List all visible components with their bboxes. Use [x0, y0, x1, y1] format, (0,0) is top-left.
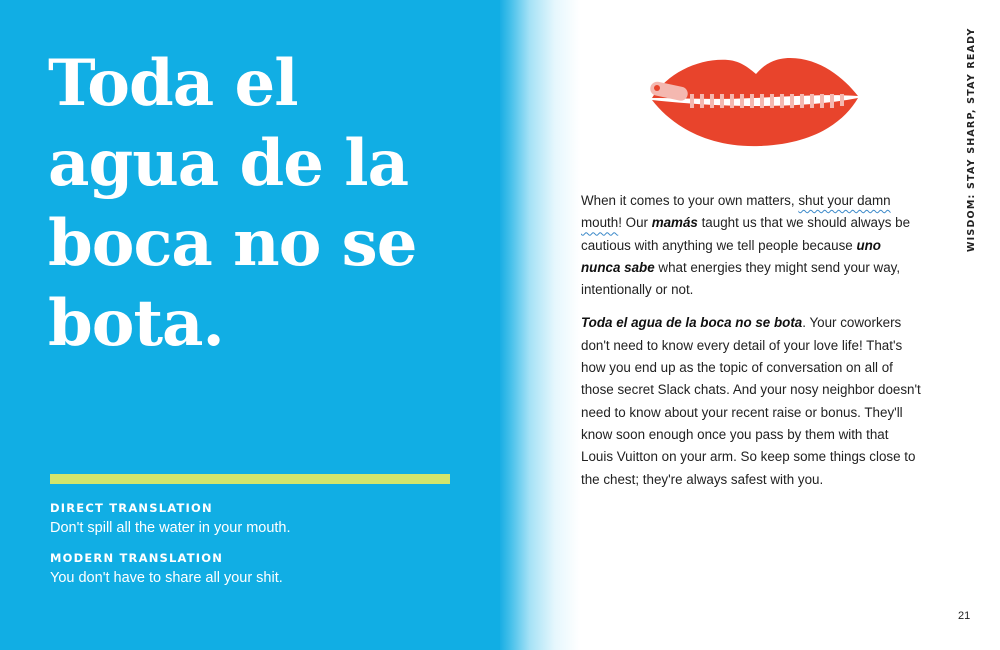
zipped-lips-illustration	[648, 52, 860, 150]
headline-line: bota.	[48, 286, 224, 361]
direct-translation-text: Don't spill all the water in your mouth.	[50, 520, 291, 536]
accent-bar	[50, 474, 450, 484]
modern-translation-text: You don't have to share all your shit.	[50, 570, 283, 586]
emphasis: mamás	[651, 215, 698, 231]
body-copy	[581, 190, 921, 502]
running-head	[960, 27, 977, 252]
headline-line: Toda el	[48, 46, 298, 121]
headline-line: boca no se	[48, 206, 417, 281]
page-number: 21	[958, 610, 971, 622]
running-head-text: WISDOM: STAY SHARP, STAY READY	[966, 27, 977, 252]
paragraph: Toda el agua de la boca no se bota. Your coworkers don't need to know every detail of your love life! That's how you end up as the topic of conversation on all of those secret Slack chats. And your nosy neighbor doesn't need to know about your recent raise or bonus. They'll know soon enough once you pass by them with that Louis Vuitton on your arm. So keep some things close to the chest; they're always safest with you.	[581, 315, 921, 487]
emphasis: Toda el agua de la boca no se bota	[581, 315, 803, 331]
lower-lip	[652, 98, 858, 146]
highlighted-phrase: shut your damn mouth	[581, 193, 891, 231]
paragraph: When it comes to your own matters, shut your damn mouth! Our mamás taught us that we should always be cautious with anything we tell people because uno nunca sabe what energies they might send your way, intentionally or not.	[581, 193, 911, 298]
direct-translation-label: DIRECT TRANSLATION	[50, 501, 213, 515]
dicho-headline	[48, 44, 488, 364]
emphasis: uno nunca sabe	[581, 237, 881, 275]
headline-line: agua de la	[48, 126, 409, 201]
modern-translation-label: MODERN TRANSLATION	[50, 551, 224, 565]
